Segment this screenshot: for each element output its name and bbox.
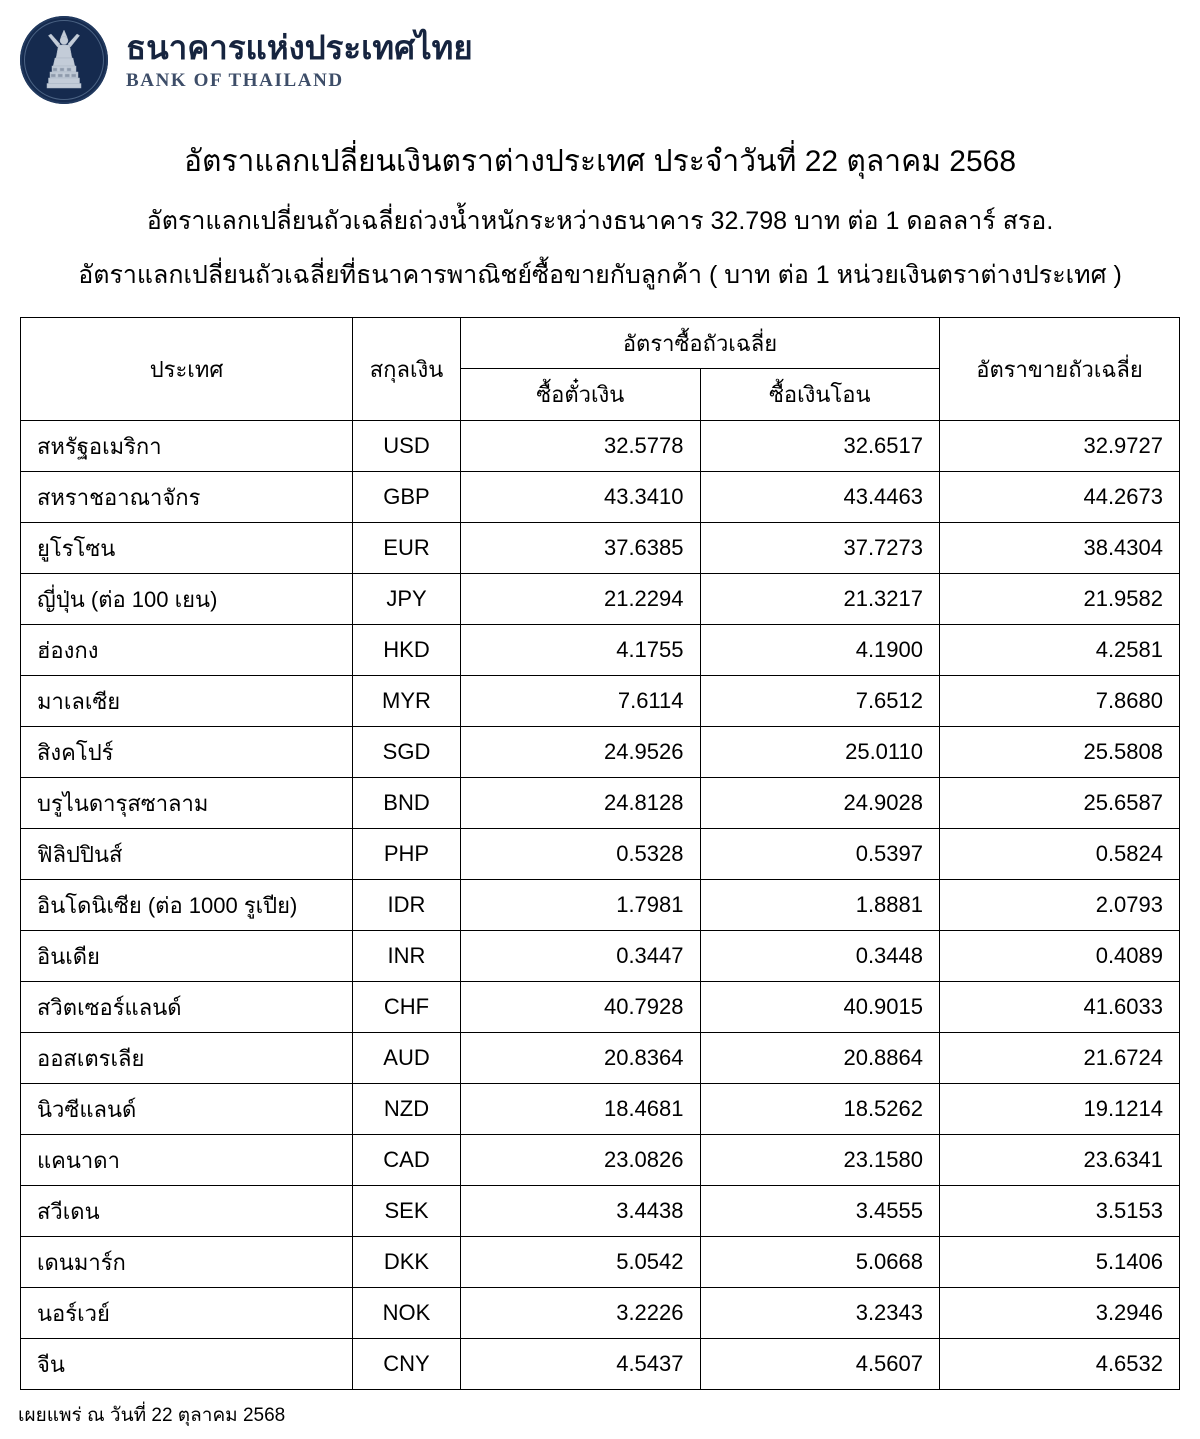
header-row-primary bbox=[21, 318, 1180, 369]
cell-selling-rate: 38.4304 bbox=[940, 523, 1180, 574]
cell-currency-code: DKK bbox=[353, 1237, 461, 1288]
cell-buying-sight: 40.7928 bbox=[461, 982, 701, 1033]
cell-currency-code: BND bbox=[353, 778, 461, 829]
cell-selling-rate: 23.6341 bbox=[940, 1135, 1180, 1186]
cell-buying-sight: 24.9526 bbox=[461, 727, 701, 778]
table-row bbox=[21, 829, 1180, 880]
cell-buying-sight: 4.1755 bbox=[461, 625, 701, 676]
cell-country: เดนมาร์ก bbox=[21, 1237, 353, 1288]
cell-currency-code: INR bbox=[353, 931, 461, 982]
table-row bbox=[21, 1084, 1180, 1135]
cell-country: ฮ่องกง bbox=[21, 625, 353, 676]
cell-currency-code: CAD bbox=[353, 1135, 461, 1186]
cell-currency-code: EUR bbox=[353, 523, 461, 574]
page-title: อัตราแลกเปลี่ยนเงินตราต่างประเทศ ประจำวันที่ 22 ตุลาคม 2568 bbox=[183, 145, 1017, 178]
cell-buying-transfer: 21.3217 bbox=[700, 574, 940, 625]
cell-country: ออสเตรเลีย bbox=[21, 1033, 353, 1084]
table-row bbox=[21, 574, 1180, 625]
table-row bbox=[21, 982, 1180, 1033]
cell-selling-rate: 3.2946 bbox=[940, 1288, 1180, 1339]
cell-buying-sight: 20.8364 bbox=[461, 1033, 701, 1084]
header-currency: สกุลเงิน bbox=[353, 318, 461, 421]
interbank-rate-note: อัตราแลกเปลี่ยนถัวเฉลี่ยถ่วงน้ำหนักระหว่างธนาคาร 32.798 บาท ต่อ 1 ดอลลาร์ สรอ. bbox=[146, 207, 1054, 235]
cell-country: สหราชอาณาจักร bbox=[21, 472, 353, 523]
cell-country: ยูโรโซน bbox=[21, 523, 353, 574]
cell-selling-rate: 0.5824 bbox=[940, 829, 1180, 880]
cell-country: นิวซีแลนด์ bbox=[21, 1084, 353, 1135]
cell-country: ฟิลิปปินส์ bbox=[21, 829, 353, 880]
cell-buying-transfer: 37.7273 bbox=[700, 523, 940, 574]
header-country: ประเทศ bbox=[21, 318, 353, 421]
cell-buying-transfer: 43.4463 bbox=[700, 472, 940, 523]
cell-currency-code: CHF bbox=[353, 982, 461, 1033]
cell-country: มาเลเซีย bbox=[21, 676, 353, 727]
cell-buying-sight: 3.4438 bbox=[461, 1186, 701, 1237]
cell-buying-sight: 43.3410 bbox=[461, 472, 701, 523]
table-row bbox=[21, 1237, 1180, 1288]
cell-buying-transfer: 40.9015 bbox=[700, 982, 940, 1033]
cell-buying-sight: 23.0826 bbox=[461, 1135, 701, 1186]
cell-buying-transfer: 18.5262 bbox=[700, 1084, 940, 1135]
table-row bbox=[21, 931, 1180, 982]
table-header bbox=[21, 318, 1180, 421]
cell-buying-transfer: 24.9028 bbox=[700, 778, 940, 829]
cell-buying-transfer: 7.6512 bbox=[700, 676, 940, 727]
table-row bbox=[21, 1339, 1180, 1390]
table-row bbox=[21, 880, 1180, 931]
cell-selling-rate: 2.0793 bbox=[940, 880, 1180, 931]
cell-buying-transfer: 4.1900 bbox=[700, 625, 940, 676]
table-row bbox=[21, 472, 1180, 523]
cell-currency-code: USD bbox=[353, 421, 461, 472]
cell-buying-sight: 24.8128 bbox=[461, 778, 701, 829]
cell-buying-sight: 0.5328 bbox=[461, 829, 701, 880]
cell-selling-rate: 7.8680 bbox=[940, 676, 1180, 727]
cell-selling-rate: 25.5808 bbox=[940, 727, 1180, 778]
cell-country: แคนาดา bbox=[21, 1135, 353, 1186]
cell-buying-sight: 3.2226 bbox=[461, 1288, 701, 1339]
table-row bbox=[21, 727, 1180, 778]
cell-country: อินโดนิเซีย (ต่อ 1000 รูเปีย) bbox=[21, 880, 353, 931]
table-row bbox=[21, 778, 1180, 829]
cell-buying-transfer: 20.8864 bbox=[700, 1033, 940, 1084]
cell-selling-rate: 4.2581 bbox=[940, 625, 1180, 676]
bank-of-thailand-seal-icon bbox=[20, 16, 108, 104]
document-titles bbox=[0, 138, 1200, 295]
cell-selling-rate: 0.4089 bbox=[940, 931, 1180, 982]
cell-currency-code: CNY bbox=[353, 1339, 461, 1390]
table-row bbox=[21, 676, 1180, 727]
cell-buying-sight: 7.6114 bbox=[461, 676, 701, 727]
cell-buying-transfer: 3.4555 bbox=[700, 1186, 940, 1237]
cell-selling-rate: 3.5153 bbox=[940, 1186, 1180, 1237]
cell-buying-transfer: 5.0668 bbox=[700, 1237, 940, 1288]
cell-selling-rate: 21.6724 bbox=[940, 1033, 1180, 1084]
table-body bbox=[21, 421, 1180, 1390]
cell-buying-transfer: 23.1580 bbox=[700, 1135, 940, 1186]
cell-selling-rate: 41.6033 bbox=[940, 982, 1180, 1033]
cell-currency-code: JPY bbox=[353, 574, 461, 625]
cell-country: ญี่ปุ่น (ต่อ 100 เยน) bbox=[21, 574, 353, 625]
cell-buying-sight: 32.5778 bbox=[461, 421, 701, 472]
cell-country: อินเดีย bbox=[21, 931, 353, 982]
brand-name-english: BANK OF THAILAND bbox=[126, 69, 344, 91]
header-buying-sight: ซื้อตั๋วเงิน bbox=[461, 369, 701, 421]
commercial-bank-rate-note: อัตราแลกเปลี่ยนถัวเฉลี่ยที่ธนาคารพาณิชย์ซื้อขายกับลูกค้า ( บาท ต่อ 1 หน่วยเงินตราต่างประเทศ ) bbox=[78, 261, 1122, 289]
table-row bbox=[21, 625, 1180, 676]
cell-currency-code: MYR bbox=[353, 676, 461, 727]
cell-buying-transfer: 25.0110 bbox=[700, 727, 940, 778]
cell-buying-transfer: 4.5607 bbox=[700, 1339, 940, 1390]
brand-name-thai: ธนาคารแห่งประเทศไทย bbox=[126, 28, 473, 66]
cell-selling-rate: 4.6532 bbox=[940, 1339, 1180, 1390]
cell-currency-code: AUD bbox=[353, 1033, 461, 1084]
masthead bbox=[0, 0, 1200, 110]
table-row bbox=[21, 1135, 1180, 1186]
cell-currency-code: SGD bbox=[353, 727, 461, 778]
cell-country: สวิตเซอร์แลนด์ bbox=[21, 982, 353, 1033]
table-row bbox=[21, 523, 1180, 574]
cell-selling-rate: 32.9727 bbox=[940, 421, 1180, 472]
table-row bbox=[21, 1186, 1180, 1237]
table-row bbox=[21, 421, 1180, 472]
header-buying-transfer: ซื้อเงินโอน bbox=[700, 369, 940, 421]
header-selling-rate: อัตราขายถัวเฉลี่ย bbox=[940, 318, 1180, 421]
cell-currency-code: NZD bbox=[353, 1084, 461, 1135]
cell-currency-code: IDR bbox=[353, 880, 461, 931]
cell-buying-sight: 37.6385 bbox=[461, 523, 701, 574]
cell-selling-rate: 5.1406 bbox=[940, 1237, 1180, 1288]
cell-currency-code: NOK bbox=[353, 1288, 461, 1339]
cell-country: สวีเดน bbox=[21, 1186, 353, 1237]
cell-country: บรูไนดารุสซาลาม bbox=[21, 778, 353, 829]
cell-selling-rate: 25.6587 bbox=[940, 778, 1180, 829]
cell-selling-rate: 44.2673 bbox=[940, 472, 1180, 523]
cell-currency-code: SEK bbox=[353, 1186, 461, 1237]
cell-buying-sight: 21.2294 bbox=[461, 574, 701, 625]
cell-country: สหรัฐอเมริกา bbox=[21, 421, 353, 472]
cell-buying-sight: 18.4681 bbox=[461, 1084, 701, 1135]
cell-buying-transfer: 3.2343 bbox=[700, 1288, 940, 1339]
cell-buying-sight: 0.3447 bbox=[461, 931, 701, 982]
cell-buying-transfer: 0.5397 bbox=[700, 829, 940, 880]
cell-selling-rate: 19.1214 bbox=[940, 1084, 1180, 1135]
cell-currency-code: HKD bbox=[353, 625, 461, 676]
publication-date: เผยแพร่ ณ วันที่ 22 ตุลาคม 2568 bbox=[18, 1405, 286, 1426]
exchange-rate-table bbox=[20, 317, 1180, 1390]
cell-buying-transfer: 32.6517 bbox=[700, 421, 940, 472]
cell-buying-sight: 1.7981 bbox=[461, 880, 701, 931]
cell-country: จีน bbox=[21, 1339, 353, 1390]
brand-wordmark bbox=[126, 28, 473, 91]
cell-buying-transfer: 1.8881 bbox=[700, 880, 940, 931]
cell-currency-code: GBP bbox=[353, 472, 461, 523]
cell-currency-code: PHP bbox=[353, 829, 461, 880]
cell-country: นอร์เวย์ bbox=[21, 1288, 353, 1339]
table-row bbox=[21, 1288, 1180, 1339]
cell-country: สิงคโปร์ bbox=[21, 727, 353, 778]
table-row bbox=[21, 1033, 1180, 1084]
cell-selling-rate: 21.9582 bbox=[940, 574, 1180, 625]
exchange-rate-table-container bbox=[20, 317, 1180, 1390]
cell-buying-transfer: 0.3448 bbox=[700, 931, 940, 982]
header-buying-group: อัตราซื้อถัวเฉลี่ย bbox=[461, 318, 940, 369]
cell-buying-sight: 5.0542 bbox=[461, 1237, 701, 1288]
cell-buying-sight: 4.5437 bbox=[461, 1339, 701, 1390]
